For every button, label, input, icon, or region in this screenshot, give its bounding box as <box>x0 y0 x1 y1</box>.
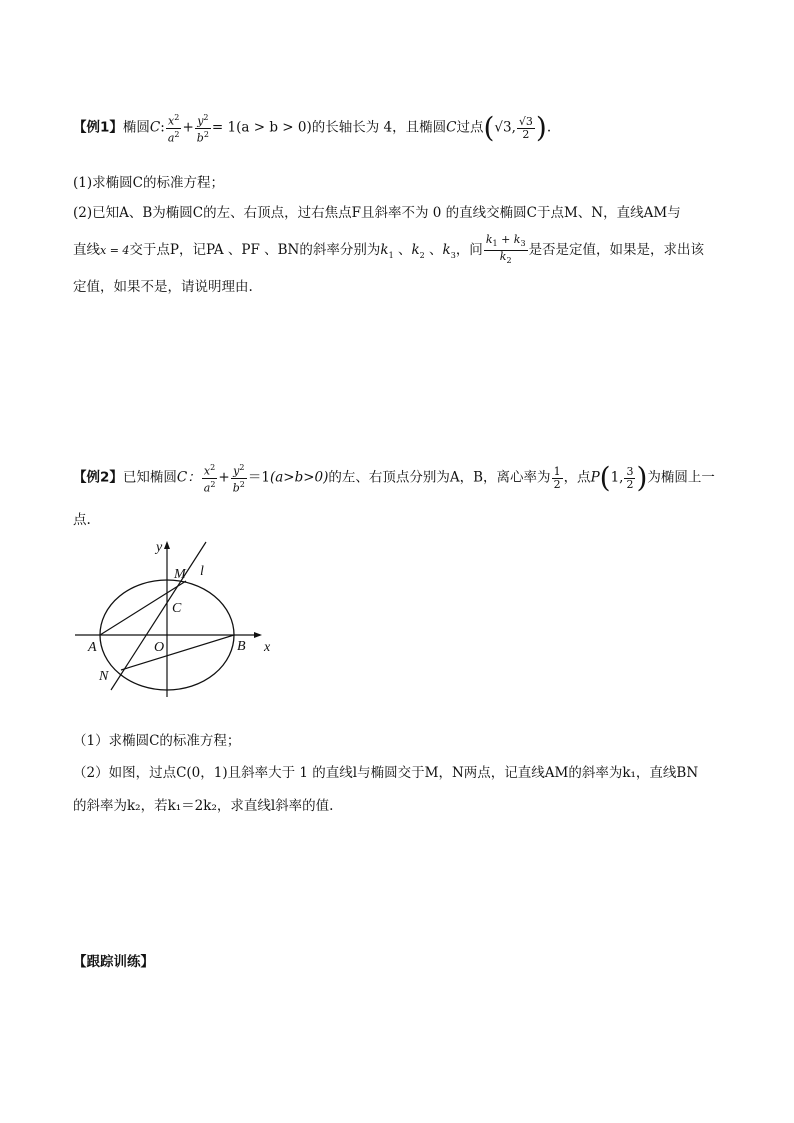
example2-q2-line1: （2）如图，过点C(0，1)且斜率大于 1 的直线l与椭圆交于M，N两点，记直线AM的斜率为k₁，直线BN <box>73 765 699 781</box>
x-axis-arrow <box>254 632 262 638</box>
training-heading: 【跟踪训练】 <box>73 954 154 970</box>
example1-y-frac: $\frac{y^2}{b^2}$ <box>196 113 209 145</box>
example2-point-frac: $\frac{3}{2}$ <box>626 464 634 491</box>
example1-stem-point: 过点 <box>456 119 484 136</box>
example1-q2-b: 交于点P，记PA 、PF 、BN的斜率分别为 <box>129 242 381 259</box>
point-c-label: C <box>172 601 182 616</box>
x-axis-label: x <box>264 640 271 655</box>
example2-stem-point: ，点 <box>563 469 591 486</box>
example1-q1: (1)求椭圆C的标准方程； <box>73 175 224 191</box>
point-a-label: A <box>88 640 97 655</box>
example1-curve-name-2: C <box>446 119 457 136</box>
line-l <box>111 542 206 690</box>
example1-ratio-frac: $\frac{k_1 + k_3}{k_2}$ <box>485 233 526 266</box>
example1-label: 【例1】 <box>73 119 123 136</box>
example2-ecc-frac: $\frac{1}{2}$ <box>553 464 561 491</box>
example1-q2-c: ，问 <box>455 242 483 259</box>
example1-stem-end: . <box>546 119 552 136</box>
point-b-label: B <box>237 639 246 654</box>
example2-label: 【例2】 <box>73 469 123 486</box>
example2-q2-line2: 的斜率为k₂，若k₁＝2k₂，求直线l斜率的值. <box>73 798 334 814</box>
point-n-label: N <box>99 669 109 684</box>
y-axis-label: y <box>156 540 163 555</box>
example2-condition: (a>b>0) <box>269 469 329 486</box>
line-l-label: l <box>200 564 204 579</box>
example2-stem: 【例2】已知椭圆C： $\frac{x^2}{a^2}$ + $\frac{y^2}{b^2}$ ＝1(a>b>0)的左、右顶点分别为A，B，离心率为 $\frac{1}{2}$ ，点P(1, $\frac{3}{2}$ )为椭圆上一 <box>73 461 715 495</box>
example2-x-frac: $\frac{x^2}{a^2}$ <box>203 463 216 495</box>
example1-stem-pre: 椭圆 <box>122 119 150 136</box>
example2-curve-name: C： <box>176 469 201 486</box>
line-bn <box>121 635 234 670</box>
example1-stem-mid: 的长轴长为 4，且椭圆 <box>311 119 447 136</box>
ellipse-figure <box>70 537 290 697</box>
example2-stem-mid: 的左、右顶点分别为A，B，离心率为 <box>328 469 551 486</box>
example2-stem-line2: 点. <box>73 512 91 528</box>
example2-stem-pre: 已知椭圆 <box>122 469 177 486</box>
example1-x-frac: $\frac{x^2}{a^2}$ <box>167 113 180 145</box>
example1-q2-line3: 定值，如果不是，请说明理由. <box>73 279 253 295</box>
example2-q1: （1）求椭圆C的标准方程； <box>73 733 241 749</box>
example1-condition: (a > b > 0) <box>236 119 312 136</box>
example1-point-frac: $\frac{√3}{2}$ <box>518 114 533 141</box>
example2-stem-end: 为椭圆上一 <box>647 469 715 486</box>
example1-q2-x: x = 4 <box>100 244 130 258</box>
example1-q2-line1: (2)已知A、B为椭圆C的左、右顶点，过右焦点F且斜率不为 0 的直线交椭圆C于点M、N，直线AM与 <box>73 205 681 221</box>
example1-q2-d: 是否是定值，如果是，求出该 <box>528 242 705 259</box>
example1-stem: 【例1】椭圆C: $\frac{x^2}{a^2}$ + $\frac{y^2}{b^2}$ = 1(a > b > 0)的长轴长为 4，且椭圆C过点(√3, $\frac{√3}{2}$ ). <box>73 111 552 145</box>
origin-label: O <box>154 640 165 655</box>
example1-q2-a: 直线 <box>73 242 100 259</box>
example1-curve-name: C <box>149 119 161 136</box>
example1-q2-line2: 直线x = 4交于点P，记PA 、PF 、BN的斜率分别为$k_1$ 、$k_2$ 、$k_3$，问 $\frac{k_1 + k_3}{k_2}$ 是否是定值，如果是，求出该 <box>73 233 705 266</box>
point-m-label: M <box>174 567 186 582</box>
example2-y-frac: $\frac{y^2}{b^2}$ <box>232 463 245 495</box>
y-axis-arrow <box>164 541 170 549</box>
